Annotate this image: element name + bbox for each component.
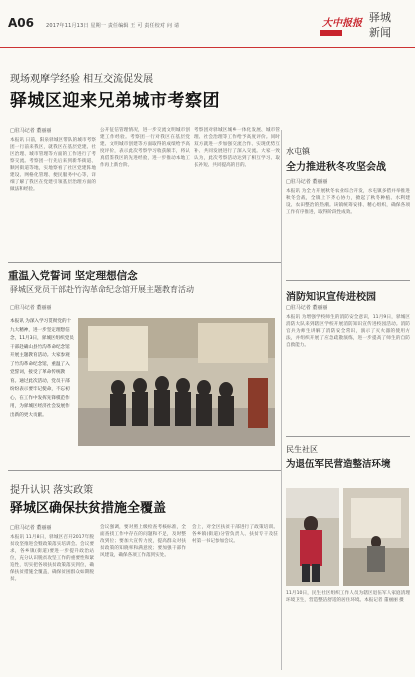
- divider: [286, 436, 410, 437]
- column-divider: [281, 130, 282, 670]
- third-body-col1: 本报讯 11月8日，驿城区召开2017年脱贫攻坚推进会暨政策落实培训会。会议要求，各乡镇(街道)要进一步提升政治站位，充分认识脱贫攻坚工作的重要性和紧迫性，切实把各项扶贫政策落实到位，确保扶贫措施全覆盖，确保贫困群众如期脱贫。: [10, 535, 94, 582]
- right-body2: 本报讯 为增强学校师生的消防安全意识，11月9日，驿城区消防大队来到辖区学校开展消防知识宣传进校园活动。消防官兵为师生讲解了消防安全常识，演示了灭火器的使用方法，并组织开展了应急疏散演练，进一步提高了师生的自防自救能力。: [286, 315, 410, 348]
- divider: [286, 280, 410, 281]
- lead-pre-title: 现场观摩学经验 相互交流促发展: [10, 74, 154, 85]
- right-byline1: □驻马记者 董丽丽: [286, 179, 328, 185]
- lead-byline: □驻马记者 董丽丽: [10, 128, 52, 134]
- right-byline2: □驻马记者 董丽丽: [286, 305, 328, 311]
- group-photo: [78, 318, 275, 446]
- right-photo-caption: 11月10日，民生社区组织工作人员为辖区退伍军人家庭清理环境卫生，营造整洁舒适的居住环境。本报记者 董丽丽 摄: [286, 591, 410, 603]
- divider: [8, 262, 282, 263]
- third-byline: □驻马记者 董丽丽: [10, 525, 52, 531]
- right-body1: 本报讯 为全力开展秋冬农业综合开发，水屯镇多措并举推进秋冬会战，全镇上下齐心协力，掀起了秋冬种植、水利建设、农田整治的热潮。该镇统筹安排、精心组织，确保各项工作有序推进，取得阶段性成效。: [286, 189, 410, 215]
- third-pre-title: 提升认识 落实政策: [10, 485, 94, 496]
- community-photo-right: [343, 488, 409, 586]
- lead-headline: 驿城区迎来兄弟城市考察团: [10, 91, 220, 111]
- right-h3-pre: 民生社区: [286, 445, 318, 454]
- third-body-col3: 会上，对全区扶贫干部进行了政策培训。各乡镇(街道)分管负责人、扶贫专干及驻村第一书记参加会议。: [192, 525, 278, 544]
- community-photo-left: [286, 488, 339, 586]
- right-h1: 全力推进秋冬攻坚会战: [286, 162, 386, 173]
- lead-body-col3: 考察团对驿城区城乡一体化发展、城市管理、社会治理等工作给予高度评价。同时双方就进一步加强交流合作、实现优势互补、共同发展进行了深入交流。大家一致认为，此次考察活动达到了相互学习、取长补短、共同提高的目的。: [194, 128, 280, 168]
- page-number: A06: [8, 16, 34, 30]
- right-h3: 为退伍军民营造整洁环境: [286, 459, 391, 470]
- third-body-col2: 会议强调，要对照上级检查考核标准，全面查找工作中存在的问题和不足，及时整改到位；要加大宣传力度，提高群众对扶贫政策的知晓率和满意度；要加强干部作风建设，确保各项工作落到实处。: [100, 525, 186, 558]
- right-h1-pre: 水屯镇: [286, 147, 310, 156]
- second-body: 本报讯 为深入学习贯彻党的十九大精神，进一步坚定理想信念，11月3日，驿城区组织党员干部赴确山县竹沟革命纪念馆开展主题教育活动。大家参观了竹沟革命纪念馆，重温了入党誓词，接受了革命传统教育。通过此次活动，党员干部纷纷表示要牢记使命，不忘初心，在工作中发挥先锋模范作用，为驿城区经济社会发展作出新的更大贡献。: [10, 319, 74, 418]
- section-title: 驿城 新闻: [369, 11, 391, 39]
- second-subtitle: 驿城区党员干部赴竹沟革命纪念馆开展主题教育活动: [10, 285, 194, 294]
- header-meta: 2017年11月13日 星期一 责任编辑 王 可 责任校对 问 请: [46, 23, 180, 29]
- divider: [8, 470, 282, 471]
- right-h2: 消防知识宣传进校园: [286, 292, 376, 303]
- logo-bar: [320, 30, 342, 36]
- lead-body-col1: 本报讯 日前，阳泉驿城区带队的城市考察团一行前来我区，就我区在基层党建、社区治理、城市管理等方面的工作进行了考察交流。考察团一行先后来到新华街道、顺河街道等地，实地察看了社区党建阵地建设、网格化管理、便民服务中心等，详细了解了我区在党建引领基层治理方面的做法和经验。: [10, 138, 96, 192]
- lead-body-col2: 公开征信管理情况，进一步交流文明城市创建工作经验。考察团一行对我区在基层党建、文明城市创建等方面取得的成绩给予高度评价，表示此次考察学习收获颇丰，将认真借鉴我区的先进经验，进一步推动本地工作再上新台阶。: [100, 128, 190, 168]
- page-header: [0, 0, 415, 48]
- second-byline: □驻马记者 董丽丽: [10, 305, 52, 311]
- newspaper-logo: 大中报报: [322, 18, 362, 29]
- third-headline: 驿城区确保扶贫措施全覆盖: [10, 501, 167, 516]
- second-headline: 重温入党誓词 坚定理想信念: [8, 270, 138, 282]
